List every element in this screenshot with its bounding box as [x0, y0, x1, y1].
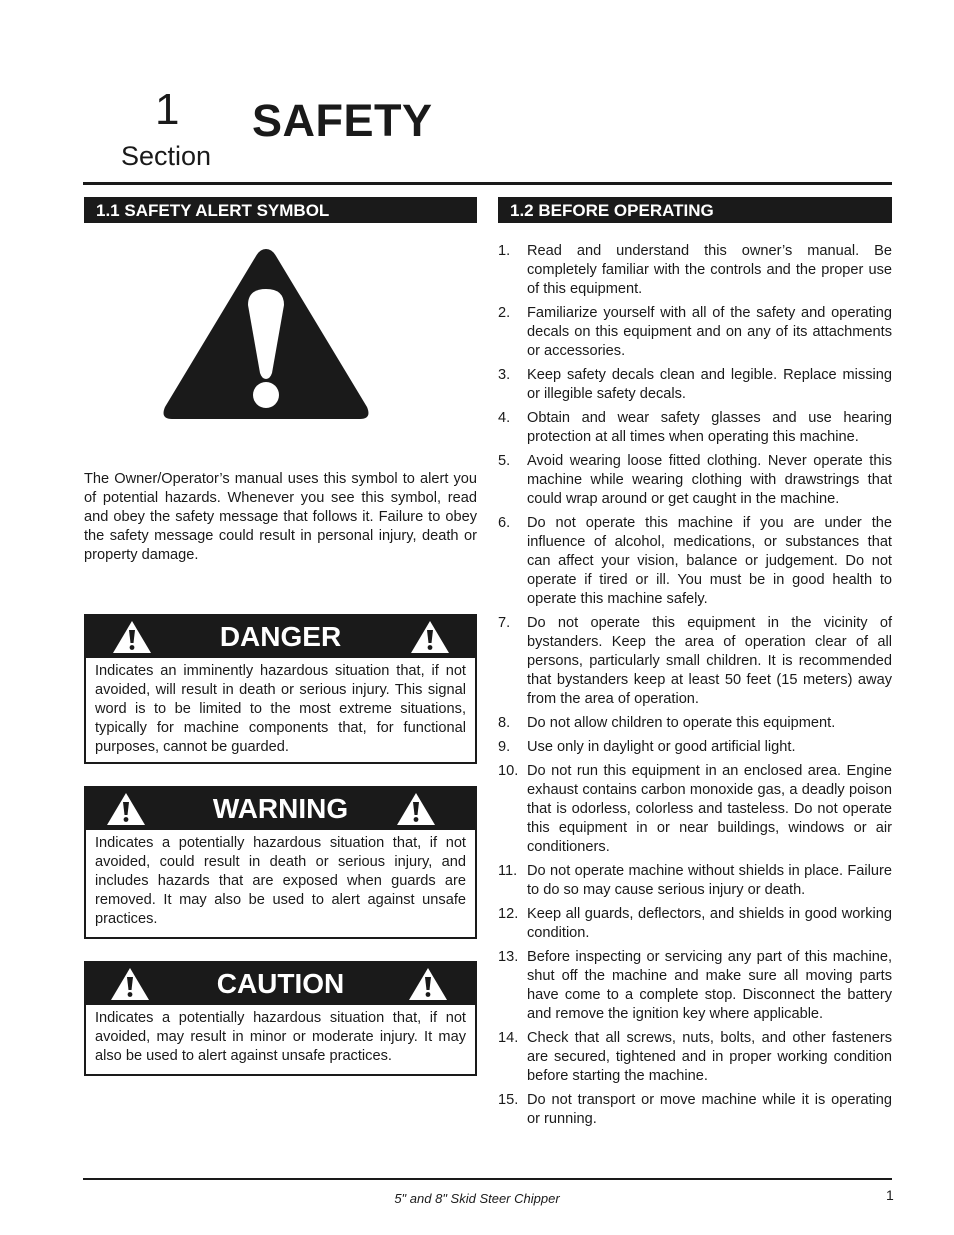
danger-description: Indicates an imminently hazardous situation that, if not avoided, will result in death or serious injury. This signal word is to be limited to the most extreme situations, typically for machine components that, for functional purposes, cannot be guarded.: [95, 663, 466, 755]
list-item: 13. Before inspecting or servicing any part of this machine, shut off the machine and make sure all moving parts have come to a complete stop. Disconnect the battery and remove the ignition key where applicable.: [498, 949, 892, 1022]
list-item: 5. Avoid wearing loose fitted clothing. Never operate this machine while wearing clothing with drawstrings that could wrap around or get caught in the machine.: [498, 453, 892, 507]
warning-header: [86, 788, 475, 830]
list-item: 10. Do not run this equipment in an enclosed area. Engine exhaust contains carbon monoxide gas, a deadly poison that is odorless, colorless and tasteless. Do not operate this equipment in or near buildings, windows or air conditioners.: [498, 763, 892, 855]
warning-description: Indicates a potentially hazardous situation that, if not avoided, could result in death or serious injury, and includes hazards that are exposed when guards are removed. It may also be used to alert against unsafe practices.: [95, 835, 466, 927]
list-item: 3. Keep safety decals clean and legible. Replace missing or illegible safety decals.: [498, 367, 892, 402]
list-item: 9. Use only in daylight or good artificial light.: [498, 739, 796, 755]
alert-symbol-description: The Owner/Operator’s manual uses this symbol to alert you of potential hazards. Whenever you see this symbol, read and obey the safety message that follows it. Failure to obey the safety message could result in personal injury, death or property damage.: [84, 471, 477, 563]
warning-triangle-icon: [112, 620, 152, 654]
heading-safety-alert-symbol: 1.1 SAFETY ALERT SYMBOL: [84, 197, 477, 223]
list-item: 14. Check that all screws, nuts, bolts, and other fasteners are secured, tightened and in proper working condition before starting the machine.: [498, 1030, 892, 1084]
page-title: SAFETY: [252, 95, 433, 146]
list-item: 11. Do not operate machine without shields in place. Failure to do so may cause serious injury or death.: [498, 863, 892, 898]
caution-signal-word: CAUTION: [216, 968, 345, 999]
warning-triangle-icon: [408, 967, 448, 1001]
list-item: 12. Keep all guards, deflectors, and shields in good working condition.: [498, 906, 892, 941]
header-divider: [83, 182, 892, 185]
section-label: Section: [121, 141, 212, 171]
footer-title: 5" and 8" Skid Steer Chipper: [394, 1191, 560, 1206]
page-number: 1: [886, 1187, 894, 1203]
list-item: 1. Read and understand this owner’s manual. Be completely familiar with the controls and the proper use of this equipment.: [498, 243, 892, 297]
warning-signal-word: WARNING: [212, 793, 349, 824]
warning-triangle-icon: [396, 792, 436, 826]
warning-triangle-icon: [110, 967, 150, 1001]
before-operating-list: [498, 242, 892, 1134]
list-item: 6. Do not operate this machine if you are under the influence of alcohol, medications, or substances that can affect your vision, balance or judgement. Do not operate if tired or ill. You must be in good health to operate this machine safely.: [498, 515, 892, 607]
heading-before-operating: 1.2 BEFORE OPERATING: [498, 197, 892, 223]
caution-signal-box: [84, 961, 477, 1076]
list-item: 15. Do not transport or move machine while it is operating or running.: [498, 1092, 892, 1127]
danger-signal-word: DANGER: [219, 621, 342, 652]
warning-triangle-icon: [106, 792, 146, 826]
list-item: 8. Do not allow children to operate this equipment.: [498, 715, 836, 731]
caution-header: [86, 963, 475, 1005]
list-item: 2. Familiarize yourself with all of the safety and operating decals on this equipment and on any of its attachments or accessories.: [498, 305, 892, 359]
list-item: 7. Do not operate this equipment in the vicinity of bystanders. Keep the area of operation clear of all persons, particularly small children. It is recommended that bystanders keep at least 50 feet (15 meters) away from the area of operation.: [498, 615, 892, 707]
footer-divider: [83, 1178, 892, 1180]
warning-signal-box: [84, 786, 477, 939]
list-item: 4. Obtain and wear safety glasses and use hearing protection at all times when operating this machine.: [498, 410, 892, 445]
danger-header: [86, 616, 475, 658]
caution-description: Indicates a potentially hazardous situation that, if not avoided, may result in minor or moderate injury. It may also be used to alert against unsafe practices.: [95, 1010, 466, 1064]
danger-signal-box: [84, 614, 477, 764]
section-number: 1: [155, 85, 180, 134]
warning-triangle-icon: [410, 620, 450, 654]
safety-alert-triangle-icon: [160, 245, 372, 423]
